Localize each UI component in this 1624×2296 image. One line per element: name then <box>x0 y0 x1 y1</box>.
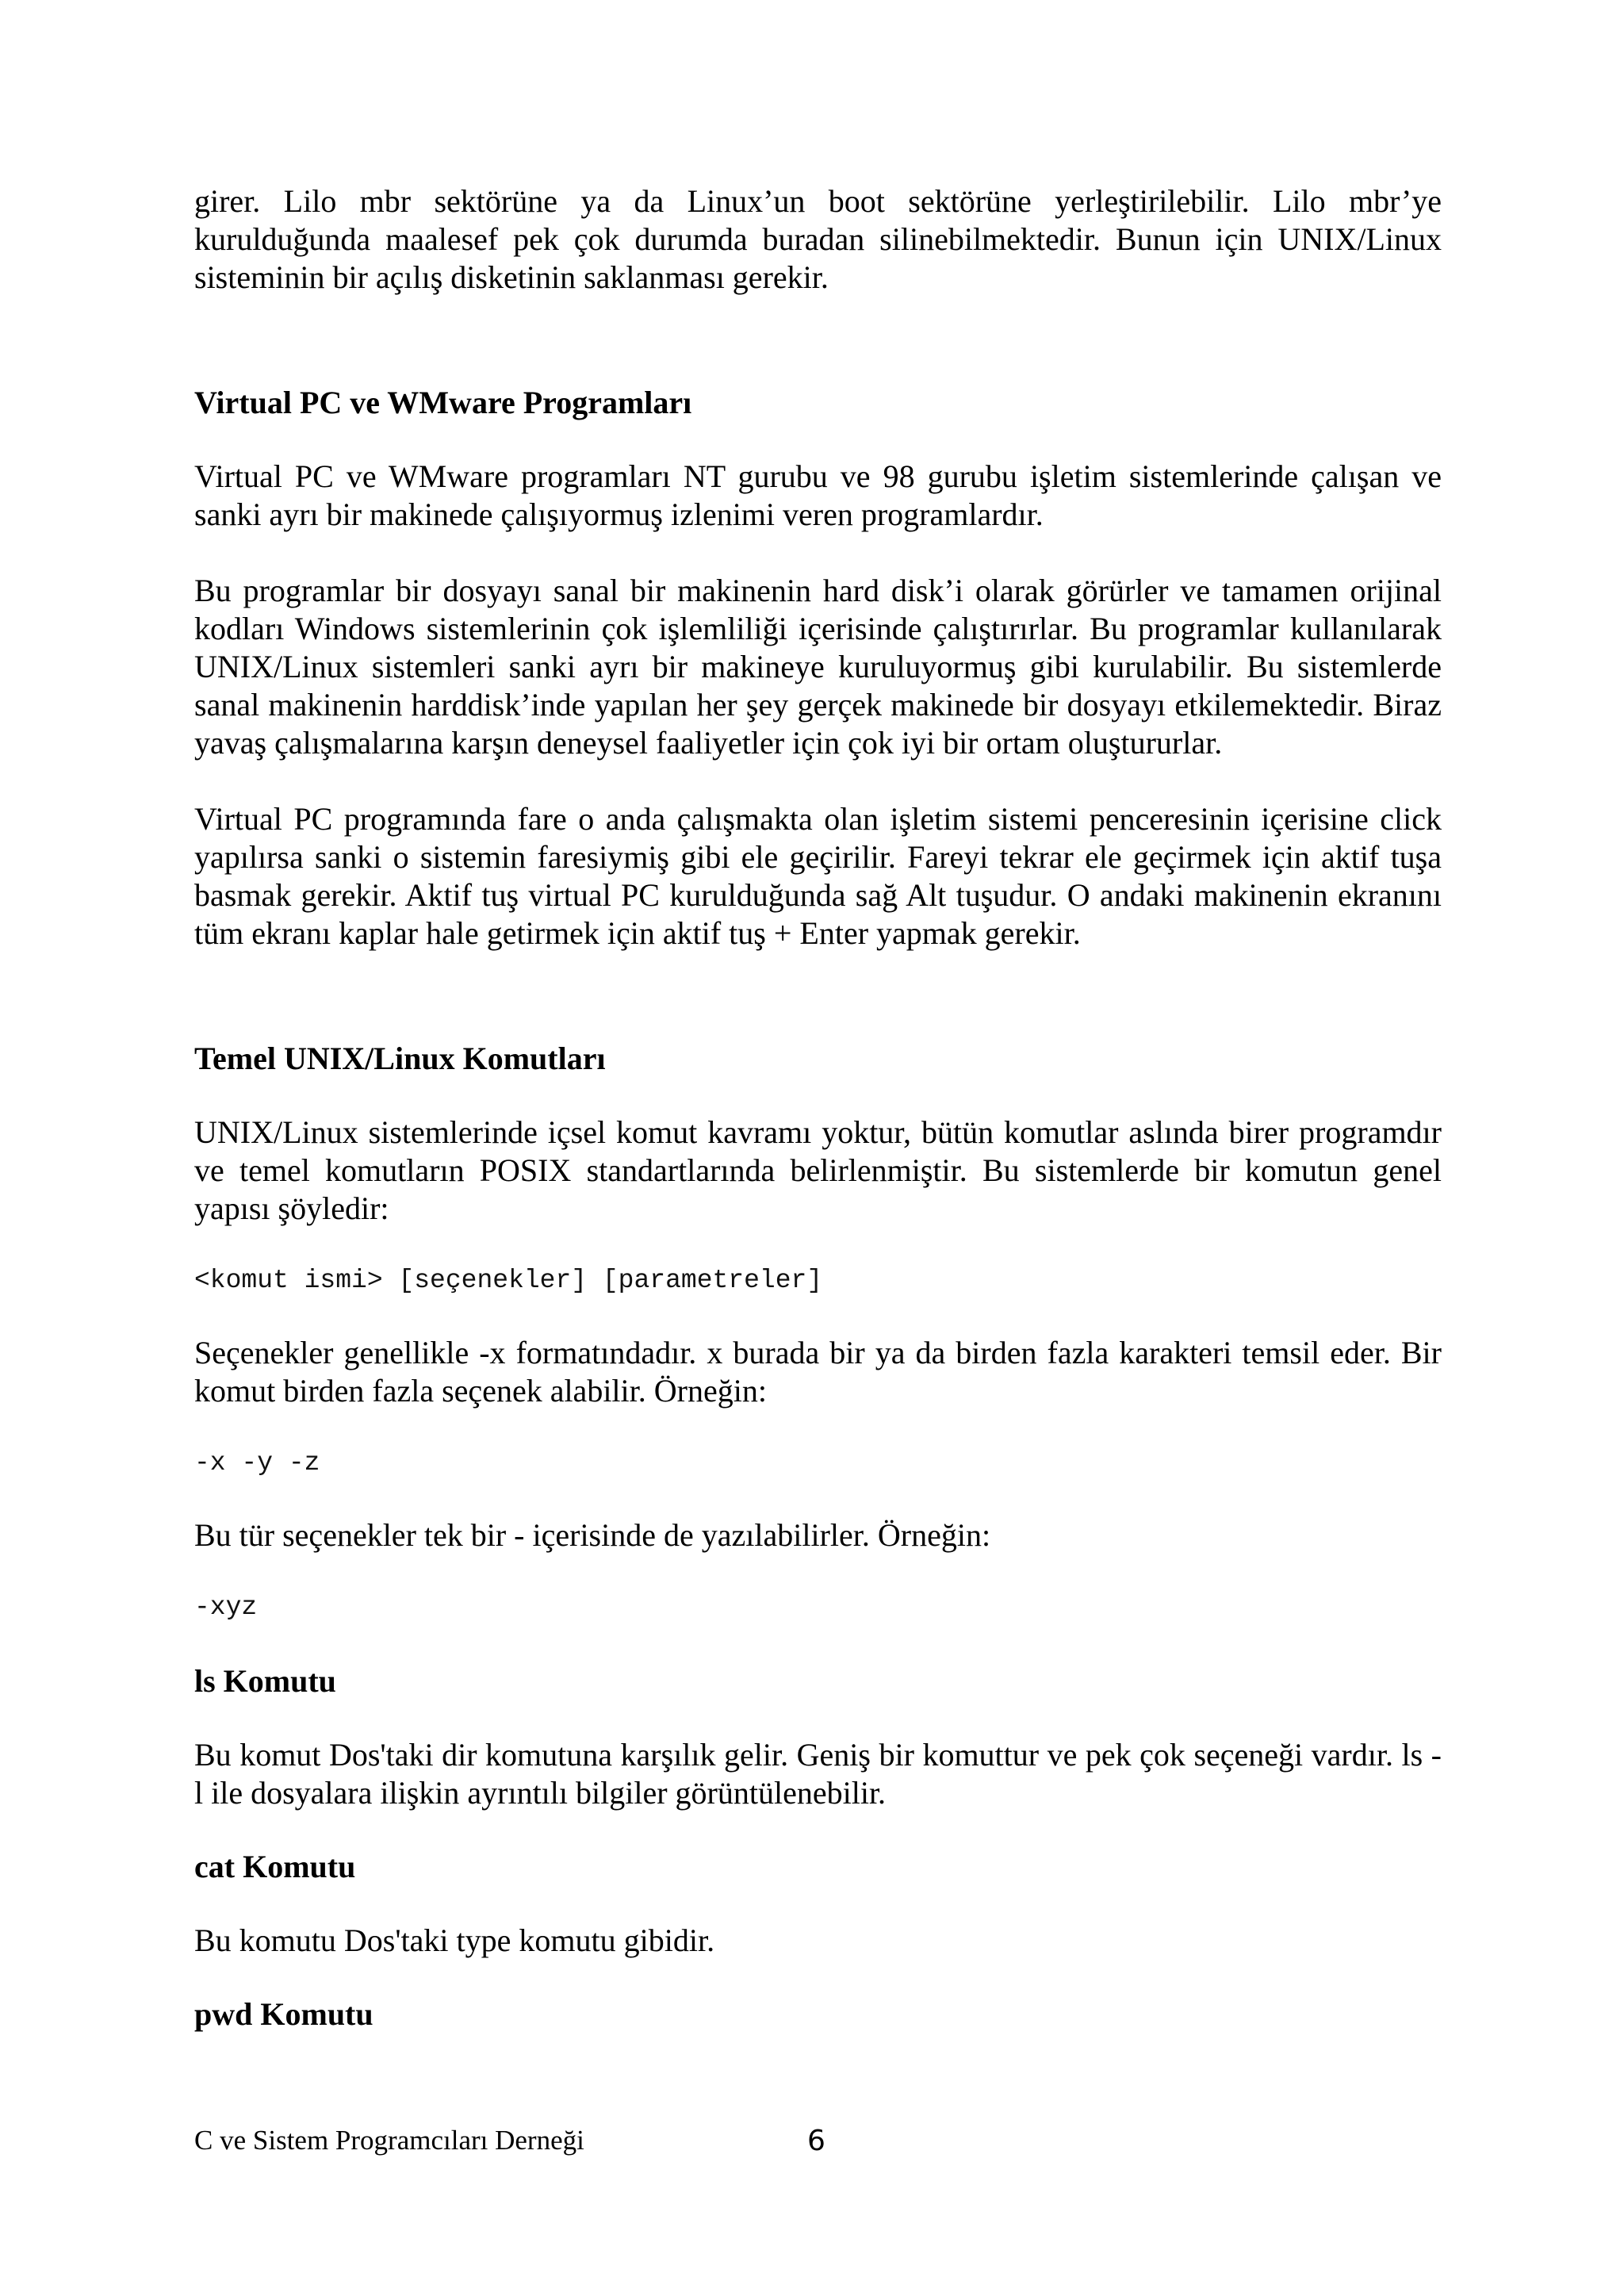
cat-paragraph: Bu komutu Dos'taki type komutu gibidir. <box>194 1922 715 1958</box>
options-separate-code: -x -y -z <box>194 1448 320 1478</box>
virtual-pc-paragraph-1: Virtual PC ve WMware programları NT gurubu ve 98 gurubu işletim sistemlerinde çalışan ve sanki ayrı bir makinede çalışıyormuş izlenimi veren programlardır. <box>194 458 1442 532</box>
page-number: 6 <box>807 2125 825 2157</box>
options-combined-code: -xyz <box>194 1593 258 1622</box>
command-syntax-code: <komut ismi> [seçenekler] [parametreler] <box>194 1266 823 1295</box>
heading-ls-komutu: ls Komutu <box>194 1663 336 1699</box>
virtual-pc-paragraph-2: Bu programlar bir dosyayı sanal bir makinenin hard disk’i olarak görürler ve tamamen orijinal kodları Windows sistemlerinin çok işlemliliği içerisinde çalıştırırlar. Bu programlar kullanılarak UNIX/Linux sistemleri sanki ayrı bir makineye kuruluyormuş gibi kurulabilir. Bu sistemlerde sanal makinenin harddisk’inde yapılan her şey gerçek makinede bir dosyayı etkilemektedir. Biraz yavaş çalışmalarına karşın deneysel faaliyetler için çok iyi bir ortam oluştururlar. <box>194 573 1442 761</box>
footer-organization: C ve Sistem Programcıları Derneği <box>194 2125 584 2156</box>
heading-pwd-komutu: pwd Komutu <box>194 1996 373 2032</box>
temel-paragraph-1: UNIX/Linux sistemlerinde içsel komut kavramı yoktur, bütün komutlar aslında birer programdır ve temel komutların POSIX standartlarında belirlenmiştir. Bu sistemlerde bir komutun genel yapısı şöyledir: <box>194 1114 1442 1226</box>
heading-virtual-pc: Virtual PC ve WMware Programları <box>194 385 692 420</box>
virtual-pc-paragraph-3: Virtual PC programında fare o anda çalışmakta olan işletim sistemi penceresinin içerisine click yapılırsa sanki o sistemin faresiymiş gibi ele geçirilir. Fareyi tekrar ele geçirmek için aktif tuşa basmak gerekir. Aktif tuş virtual PC kurulduğunda sağ Alt tuşudur. O andaki makinenin ekranını tüm ekranı kaplar hale getirmek için aktif tuş + Enter yapmak gerekir. <box>194 801 1442 951</box>
intro-paragraph: girer. Lilo mbr sektörüne ya da Linux’un boot sektörüne yerleştirilebilir. Lilo mbr’ye kurulduğunda maalesef pek çok durumda buradan silinebilmektedir. Bunun için UNIX/Linux sisteminin bir açılış disketinin saklanması gerekir. <box>194 183 1442 295</box>
heading-cat-komutu: cat Komutu <box>194 1849 356 1884</box>
page-body <box>194 182 1442 2033</box>
temel-paragraph-3: Bu tür seçenekler tek bir - içerisinde de yazılabilirler. Örneğin: <box>194 1517 991 1553</box>
temel-paragraph-2: Seçenekler genellikle -x formatındadır. x burada bir ya da birden fazla karakteri temsil eder. Bir komut birden fazla seçenek alabilir. Örneğin: <box>194 1335 1442 1409</box>
ls-paragraph: Bu komut Dos'taki dir komutuna karşılık gelir. Geniş bir komuttur ve pek çok seçeneği vardır. ls -l ile dosyalara ilişkin ayrıntılı bilgiler görüntülenebilir. <box>194 1737 1442 1811</box>
heading-temel-komutlar: Temel UNIX/Linux Komutları <box>194 1041 606 1076</box>
